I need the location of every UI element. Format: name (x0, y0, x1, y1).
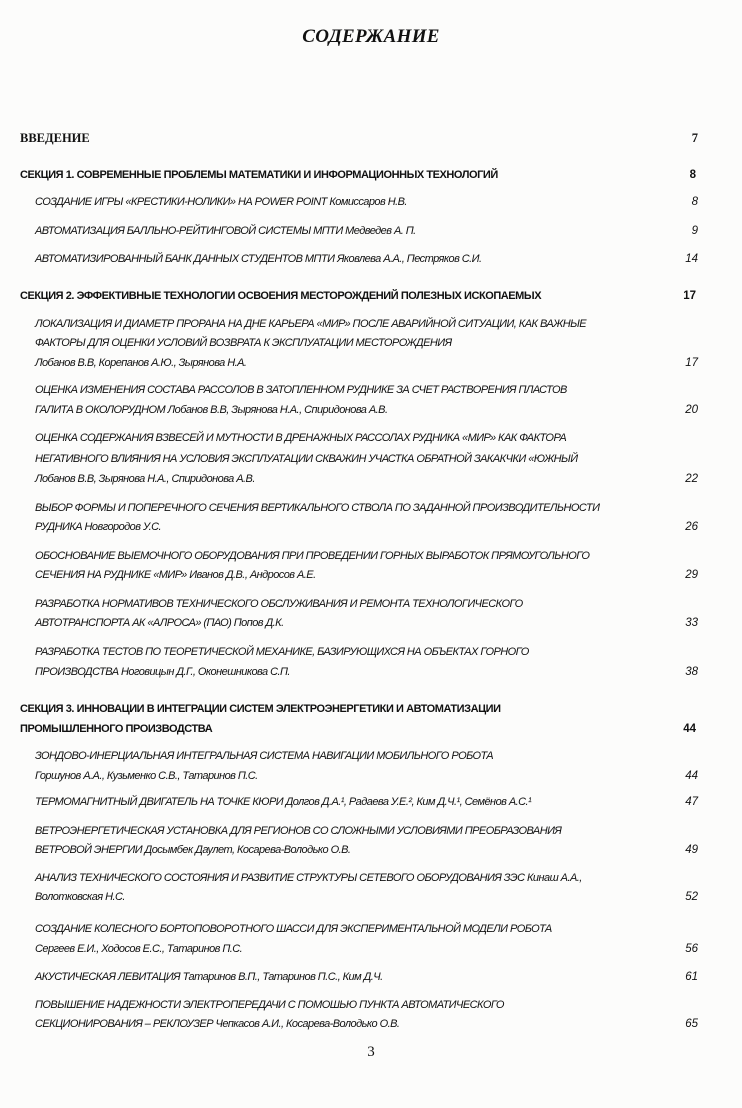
section-heading: ПРОМЫШЛЕННОГО ПРОИЗВОДСТВА (20, 723, 213, 735)
toc-entry-line: Горшунов А.А., Кузьменко С.В., Татаринов П.С. (35, 770, 258, 782)
toc-entry-line: РАЗРАБОТКА ТЕСТОВ ПО ТЕОРЕТИЧЕСКОЙ МЕХАНИКЕ, БАЗИРУЮЩИХСЯ НА ОБЪЕКТАХ ГОРНОГО (35, 646, 529, 658)
toc-entry-line: СОЗДАНИЕ КОЛЕСНОГО БОРТОПОВОРОТНОГО ШАССИ ДЛЯ ЭКСПЕРИМЕНТАЛЬНОЙ МОДЕЛИ РОБОТА (35, 923, 552, 935)
toc-entry-line: ПРОИЗВОДСТВА Ноговицын Д.Г., Оконешникова С.П. (35, 666, 290, 678)
toc-entry-line: ВЕТРОВОЙ ЭНЕРГИИ Досымбек Даулет, Косарева-Володько О.В. (35, 844, 351, 856)
toc-entry-line: АНАЛИЗ ТЕХНИЧЕСКОГО СОСТОЯНИЯ И РАЗВИТИЕ СТРУКТУРЫ СЕТЕВОГО ОБОРУДОВАНИЯ ЗЭС Кинаш А.А., (35, 872, 582, 884)
toc-page-link[interactable]: 17 (683, 290, 696, 302)
toc-entry-line: АВТОМАТИЗИРОВАННЫЙ БАНК ДАННЫХ СТУДЕНТОВ МПТИ Яковлева А.А., Пестряков С.И. (35, 253, 482, 265)
toc-entry-line: ГАЛИТА В ОКОЛОРУДНОМ Лобанов В.В, Зырянова Н.А., Спиридонова А.В. (35, 404, 388, 416)
toc-page-link[interactable]: 56 (685, 943, 698, 955)
toc-page-link[interactable]: 14 (685, 253, 698, 265)
toc-page-link[interactable]: 20 (685, 404, 698, 416)
toc-page-link[interactable]: 38 (685, 666, 698, 678)
toc-page-link[interactable]: 26 (685, 521, 698, 533)
toc-page-link[interactable]: 61 (685, 971, 698, 983)
toc-page-link[interactable]: 9 (691, 225, 698, 237)
toc-entry-line: ВЕТРОЭНЕРГЕТИЧЕСКАЯ УСТАНОВКА ДЛЯ РЕГИОНОВ СО СЛОЖНЫМИ УСЛОВИЯМИ ПРЕОБРАЗОВАНИЯ (35, 825, 562, 837)
toc-entry-line: ОБОСНОВАНИЕ ВЫЕМОЧНОГО ОБОРУДОВАНИЯ ПРИ ПРОВЕДЕНИИ ГОРНЫХ ВЫРАБОТОК ПРЯМОУГОЛЬНОГО (35, 550, 590, 562)
toc-entry-line: СЕКЦИОНИРОВАНИЯ – РЕКЛОУЗЕР Чепкасов А.И., Косарева-Володько О.В. (35, 1018, 400, 1030)
page-title: СОДЕРЖАНИЕ (302, 26, 440, 47)
toc-entry-line: АВТОТРАНСПОРТА АК «АЛРОСА» (ПАО) Попов Д.К. (35, 617, 284, 629)
toc-page-link[interactable]: 8 (689, 169, 696, 181)
toc-entry-line: Волотковская Н.С. (35, 891, 125, 903)
toc-page-link[interactable]: 52 (685, 891, 698, 903)
toc-page-link[interactable]: 7 (691, 131, 698, 145)
toc-page-link[interactable]: 22 (685, 473, 698, 485)
toc-page-link[interactable]: 8 (691, 196, 698, 208)
toc-entry-line: РУДНИКА Новгородов У.С. (35, 521, 161, 533)
toc-entry-line: ТЕРМОМАГНИТНЫЙ ДВИГАТЕЛЬ НА ТОЧКЕ КЮРИ Долгов Д.А.¹, Радаева У.Е.², Ким Д.Ч.¹, Семёнов А.С.¹ (35, 796, 532, 808)
toc-entry-line: ОЦЕНКА СОДЕРЖАНИЯ ВЗВЕСЕЙ И МУТНОСТИ В ДРЕНАЖНЫХ РАССОЛАХ РУДНИКА «МИР» КАК ФАКТОРА (35, 432, 567, 444)
toc-entry-line: Лобанов В.В, Корепанов А.Ю., Зырянова Н.А. (35, 357, 247, 369)
toc-page-link[interactable]: 17 (685, 357, 698, 369)
toc-entry-line: СОЗДАНИЕ ИГРЫ «КРЕСТИКИ-НОЛИКИ» НА POWER POINT Комиссаров Н.В. (35, 196, 407, 208)
toc-entry-line: ВЫБОР ФОРМЫ И ПОПЕРЕЧНОГО СЕЧЕНИЯ ВЕРТИКАЛЬНОГО СТВОЛА ПО ЗАДАННОЙ ПРОИЗВОДИТЕЛЬНОСТИ (35, 502, 600, 514)
toc-entry-line: ФАКТОРЫ ДЛЯ ОЦЕНКИ УСЛОВИЙ ВОЗВРАТА К ЭКСПЛУАТАЦИИ МЕСТОРОЖДЕНИЯ (35, 337, 452, 349)
toc-page-link[interactable]: 33 (685, 617, 698, 629)
toc-entry-line: НЕГАТИВНОГО ВЛИЯНИЯ НА УСЛОВИЯ ЭКСПЛУАТАЦИИ СКВАЖИН УЧАСТКА ОБРАТНОЙ ЗАКАКЧКИ «ЮЖНЫЙ (35, 453, 578, 465)
toc-entry-line: ЗОНДОВО-ИНЕРЦИАЛЬНАЯ ИНТЕГРАЛЬНАЯ СИСТЕМА НАВИГАЦИИ МОБИЛЬНОГО РОБОТА (35, 750, 494, 762)
toc-entry-line: АВТОМАТИЗАЦИЯ БАЛЛЬНО-РЕЙТИНГОВОЙ СИСТЕМЫ МПТИ Медведев А. П. (35, 225, 416, 237)
toc-entry-line: СЕЧЕНИЯ НА РУДНИКЕ «МИР» Иванов Д.В., Андросов А.Е. (35, 569, 316, 581)
toc-page-link[interactable]: 44 (683, 723, 696, 735)
toc-entry-line: ПОВЫШЕНИЕ НАДЕЖНОСТИ ЭЛЕКТРОПЕРЕДАЧИ С ПОМОШЬЮ ПУНКТА АВТОМАТИЧЕСКОГО (35, 999, 504, 1011)
toc-entry-line: РАЗРАБОТКА НОРМАТИВОВ ТЕХНИЧЕСКОГО ОБСЛУЖИВАНИЯ И РЕМОНТА ТЕХНОЛОГИЧЕСКОГО (35, 598, 523, 610)
toc-entry-line: АКУСТИЧЕСКАЯ ЛЕВИТАЦИЯ Татаринов В.П., Татаринов П.С., Ким Д.Ч. (35, 971, 383, 983)
toc-entry-line: ЛОКАЛИЗАЦИЯ И ДИАМЕТР ПРОРАНА НА ДНЕ КАРЬЕРА «МИР» ПОСЛЕ АВАРИЙНОЙ СИТУАЦИИ, КАК ВАЖНЫЕ (35, 318, 587, 330)
toc-entry-line: Лобанов В.В, Зырянова Н.А., Спиридонова А.В. (35, 473, 255, 485)
toc-page-link[interactable]: 47 (685, 796, 698, 808)
toc-page-link[interactable]: 65 (685, 1018, 698, 1030)
toc-page-link[interactable]: 44 (685, 770, 698, 782)
section-heading: СЕКЦИЯ 3. ИННОВАЦИИ В ИНТЕГРАЦИИ СИСТЕМ ЭЛЕКТРОЭНЕРГЕТИКИ И АВТОМАТИЗАЦИИ (20, 703, 501, 715)
section-heading: СЕКЦИЯ 1. СОВРЕМЕННЫЕ ПРОБЛЕМЫ МАТЕМАТИКИ И ИНФОРМАЦИОННЫХ ТЕХНОЛОГИЙ (20, 169, 498, 181)
page-number: 3 (367, 1044, 375, 1060)
toc-entry-line: Сергеев Е.И., Ходосов Е.С., Татаринов П.С. (35, 943, 243, 955)
toc-intro-title: ВВЕДЕНИЕ (20, 131, 90, 145)
toc-entry-line: ОЦЕНКА ИЗМЕНЕНИЯ СОСТАВА РАССОЛОВ В ЗАТОПЛЕННОМ РУДНИКЕ ЗА СЧЕТ РАСТВОРЕНИЯ ПЛАСТОВ (35, 384, 567, 396)
toc-page-link[interactable]: 49 (685, 844, 698, 856)
section-heading: СЕКЦИЯ 2. ЭФФЕКТИВНЫЕ ТЕХНОЛОГИИ ОСВОЕНИЯ МЕСТОРОЖДЕНИЙ ПОЛЕЗНЫХ ИСКОПАЕМЫХ (20, 290, 542, 302)
toc-page-link[interactable]: 29 (685, 569, 698, 581)
